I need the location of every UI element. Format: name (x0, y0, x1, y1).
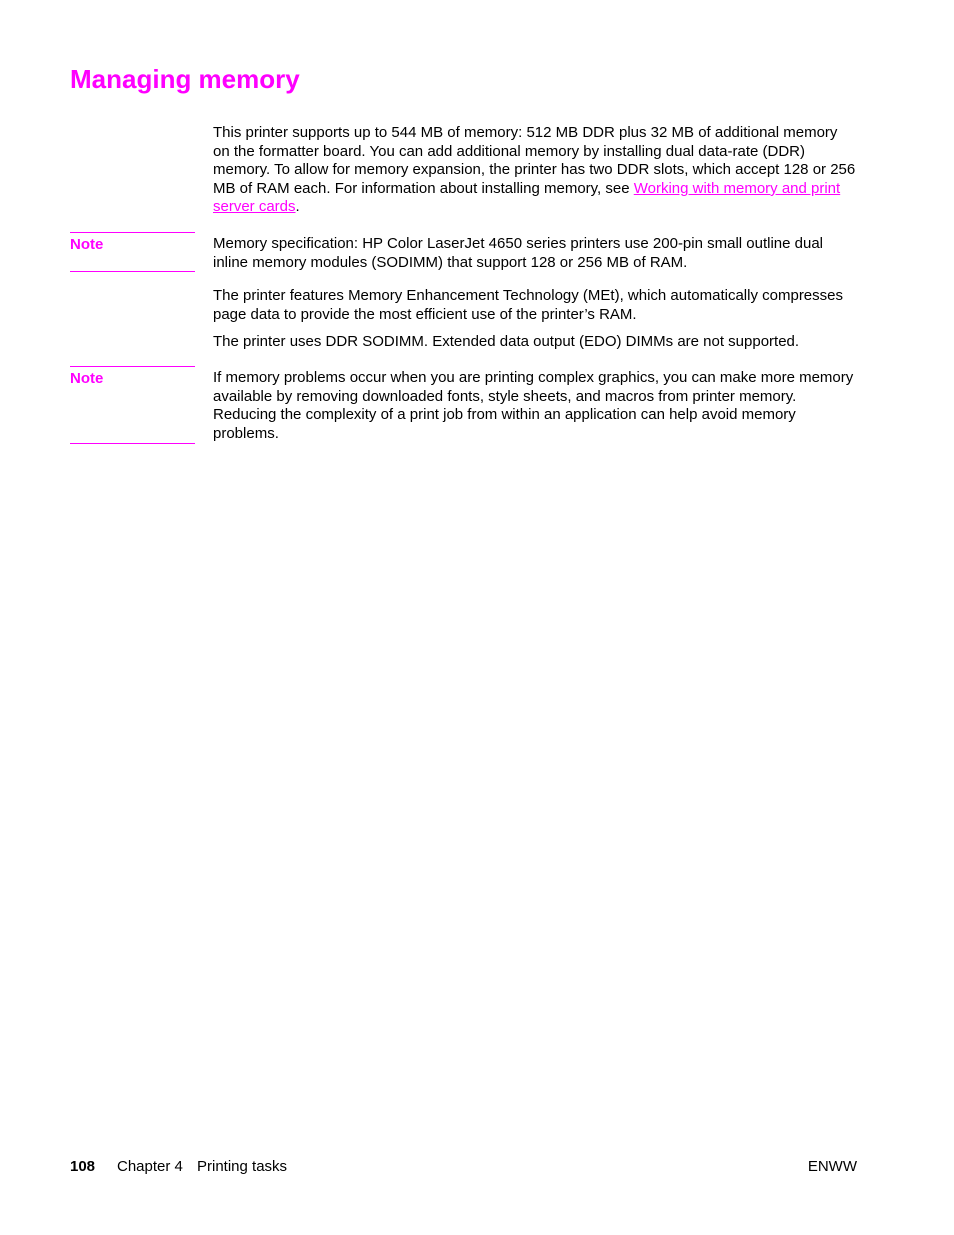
intro-text: This printer supports up to 544 MB of memory: 512 MB DDR plus 32 MB of additional memory on the formatter board. You can add additional memory by installing dual data-rate (DDR) memory. To allow for memory expansion, the printer has two DDR slots, which accept 128 or 256 MB of RAM each. For information about installing memory, see (213, 124, 856, 197)
page-title: Managing memory (70, 64, 300, 94)
note-label: Note (70, 370, 104, 387)
intro-paragraph (213, 124, 858, 217)
footer-page-number: 108 (70, 1158, 96, 1175)
footer-language-code: ENWW (807, 1158, 857, 1175)
note-top-rule (70, 366, 195, 367)
note-bottom-rule (70, 443, 195, 444)
working-with-memory-link[interactable]: Working with memory and print server cards (213, 179, 841, 216)
note-memory-problems: If memory problems occur when you are printing complex graphics, you can make more memory available by removing downloaded fonts, style sheets, and macros from printer memory. Reducing the complexity of a print job from within an application can help avoid memory problems. (213, 369, 854, 442)
body-paragraph-sodimm: The printer uses DDR SODIMM. Extended data output (EDO) DIMMs are not supported. (213, 333, 800, 350)
body-paragraph-met: The printer features Memory Enhancement Technology (MEt), which automatically compresses page data to provide the most efficient use of the printer’s RAM. (213, 287, 843, 323)
note-memory-specification: Memory specification: HP Color LaserJet 4650 series printers use 200-pin small outline dual inline memory modules (SODIMM) that support 128 or 256 MB of RAM. (213, 235, 824, 271)
intro-text-end: . (295, 198, 300, 216)
footer-chapter: Chapter 4 (117, 1158, 183, 1175)
note-top-rule (70, 232, 195, 233)
note-bottom-rule (70, 271, 195, 272)
note-label: Note (70, 236, 104, 253)
footer-section: Printing tasks (197, 1158, 288, 1175)
